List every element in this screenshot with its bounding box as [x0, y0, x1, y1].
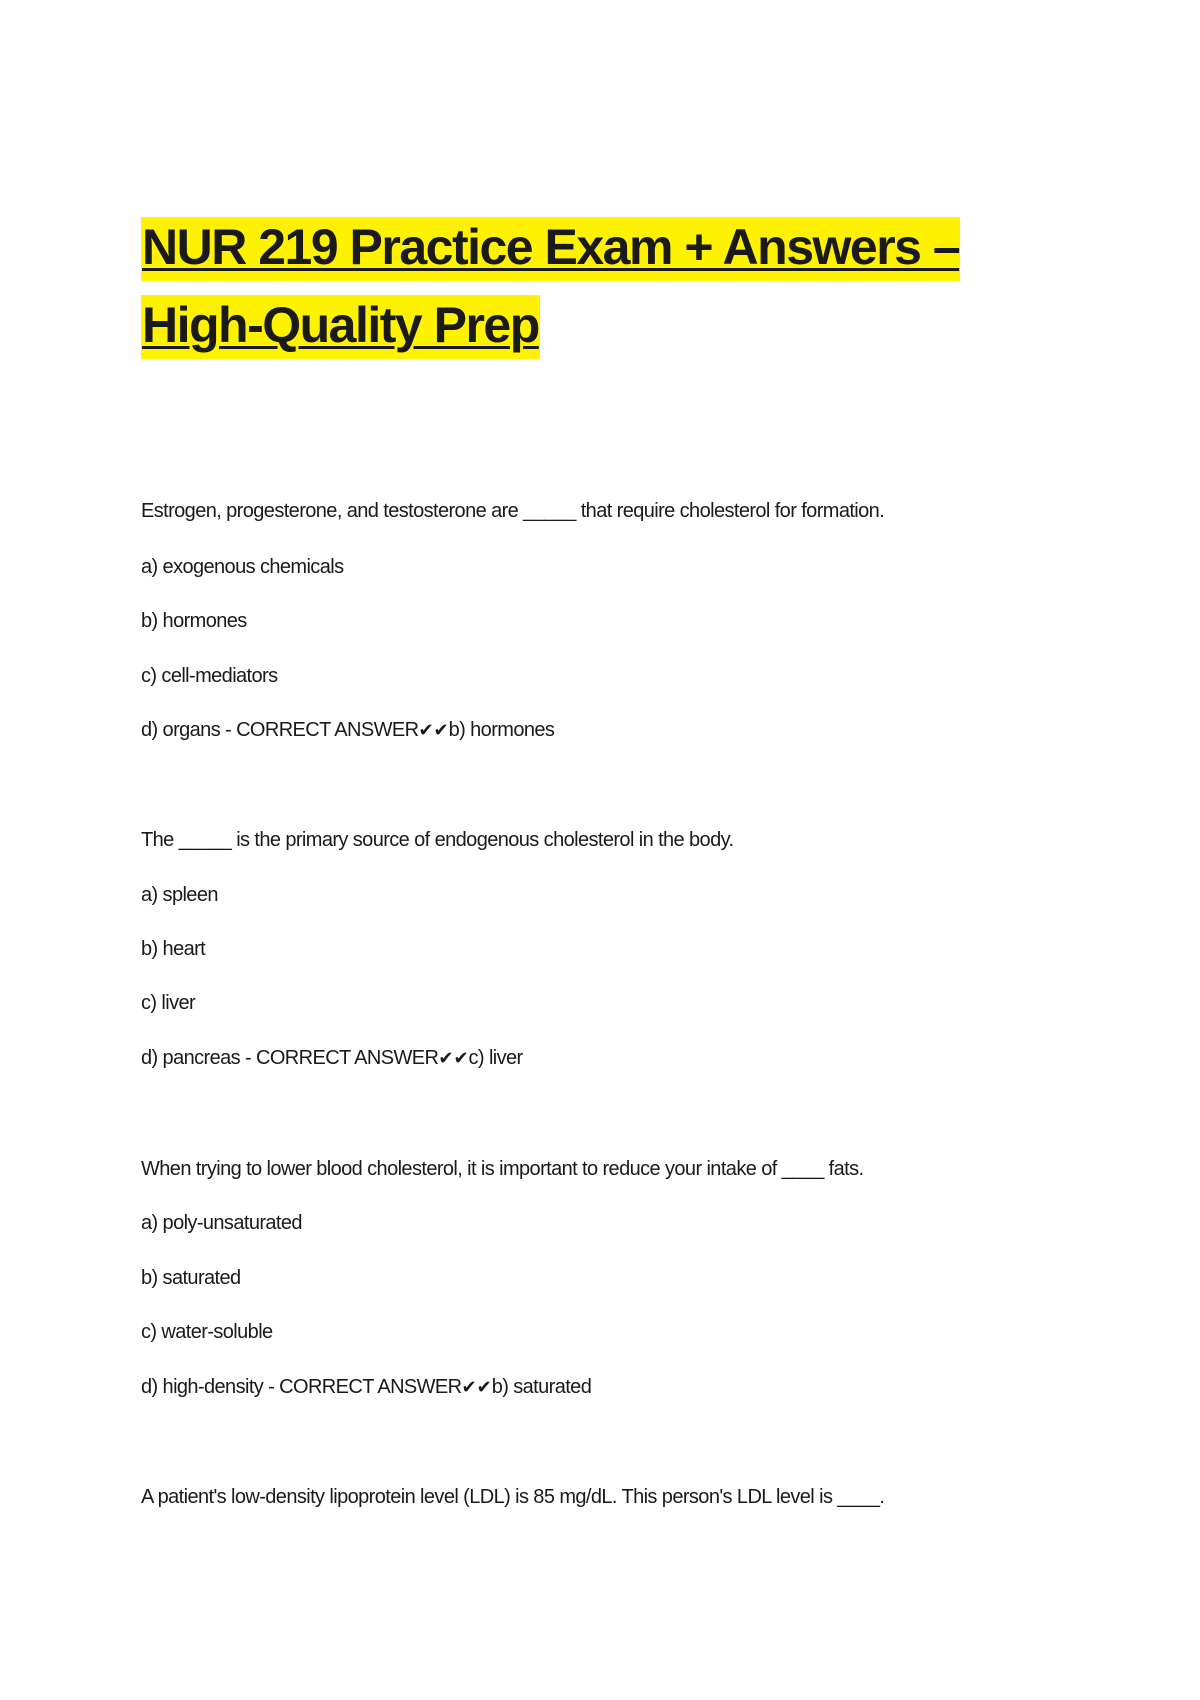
question-2-option-d: d) pancreas - CORRECT ANSWER [141, 1047, 439, 1069]
question-4-prompt: A patient's low-density lipoprotein level (LDL) is 85 mg/dL. This person's LDL level is ____. [141, 1486, 885, 1508]
question-3-option-d: d) high-density - CORRECT ANSWER [141, 1376, 462, 1398]
question-1-option-b: b) hormones [141, 610, 247, 632]
question-1-prompt: Estrogen, progesterone, and testosterone are _____ that require cholesterol for formation. [141, 500, 885, 522]
question-3-option-c: c) water-soluble [141, 1321, 273, 1343]
question-3-correct-answer: b) saturated [491, 1376, 592, 1398]
question-2-option-a: a) spleen [141, 884, 218, 906]
document-title-text: NUR 219 Practice Exam + Answers – High-Quality Prep [141, 217, 960, 359]
question-2-option-c: c) liver [141, 992, 196, 1014]
question-3-option-a: a) poly-unsaturated [141, 1212, 302, 1234]
check-mark-icon: ✔✔ [438, 1048, 469, 1069]
question-1-correct-answer: b) hormones [448, 719, 555, 741]
document-title [141, 208, 1041, 364]
question-3-option-b: b) saturated [141, 1267, 241, 1289]
question-1-option-c: c) cell-mediators [141, 665, 278, 687]
question-2-correct-answer: c) liver [468, 1047, 523, 1069]
check-mark-icon: ✔✔ [461, 1377, 492, 1398]
question-2-prompt: The _____ is the primary source of endogenous cholesterol in the body. [141, 829, 734, 851]
question-1-option-a: a) exogenous chemicals [141, 556, 344, 578]
question-3-option-d-answer [141, 1374, 591, 1401]
question-1-option-d: d) organs - CORRECT ANSWER [141, 719, 419, 741]
question-2-option-b: b) heart [141, 938, 206, 960]
question-2-option-d-answer [141, 1045, 523, 1072]
question-1-option-d-answer [141, 717, 554, 744]
check-mark-icon: ✔✔ [418, 720, 449, 741]
question-3-prompt: When trying to lower blood cholesterol, it is important to reduce your intake of ____ fats. [141, 1158, 864, 1180]
